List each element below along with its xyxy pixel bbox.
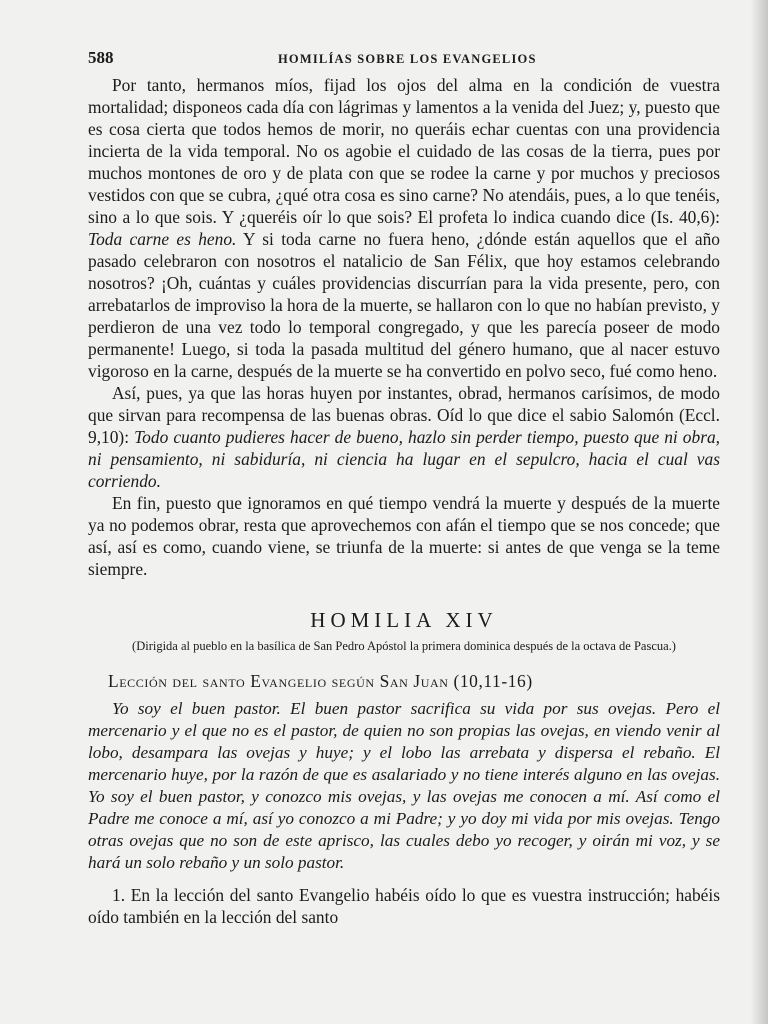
homily-body <box>88 74 720 580</box>
book-page <box>88 44 720 928</box>
running-head <box>88 44 720 74</box>
gospel-reading <box>88 698 720 874</box>
paragraph-2-text: Así, pues, ya que las horas huyen por instantes, obrad, hermanos carísimos, de modo que sirvan para recompensa de las buenas obras. Oíd lo que dice el sabio Salomón (Eccl. 9,10): <box>88 383 720 447</box>
paragraph-1-text-b: Y si toda carne no fuera heno, ¿dónde están aquellos que el año pasado celebraron con nosotros el natalicio de San Félix, que hoy estamos celebrando nosotros? ¡Oh, cuántas y cuáles providencias discurrían para la vida presente, pero, con arrebatarlos de improviso la hora de la muerte, se hallaron con lo que no habían previsto, y perdieron de una vez todo lo temporal congregado, y que les parecía poseer de modo permanente! Luego, si toda la pasada multitud del género humano, que al nacer estuvo vigoroso en la carne, después de la muerte se ha convertido en polvo seco, fué como heno. <box>88 229 720 381</box>
homily-title: HOMILIA XIV <box>310 608 498 632</box>
paragraph-1-text-a: Por tanto, hermanos míos, fijad los ojos del alma en la condición de vuestra mortalidad; disponeos cada día con lágrimas y lamentos a la venida del Juez; y, puesto que es cosa cierta que todos hemos de morir, no queráis echar cuentas con una providencia incierta de la vida temporal. No os agobie el cuidado de las cosas de la tierra, pues por muchos montones de oro y de plata con que se rodee la carne y por muchos y preciosos vestidos con que se cubra, ¿qué otra cosa es sino carne? No atendáis, pues, a lo que tenéis, sino a lo que sois. Y ¿queréis oír lo que sois? El profeta lo indica cuando dice (Is. 40,6): <box>88 75 720 227</box>
homily-note: (Dirigida al pueblo en la basílica de San Pedro Apóstol la primera dominica después de la octava de Pascua.) <box>132 639 676 653</box>
page-number: 588 <box>88 48 114 67</box>
section-1 <box>88 884 720 928</box>
running-title: HOMILÍAS SOBRE LOS EVANGELIOS <box>278 52 537 66</box>
paragraph-2 <box>88 382 720 492</box>
paragraph-1 <box>88 74 720 382</box>
section-1-text: 1. En la lección del santo Evangelio habéis oído lo que es vuestra instrucción; habéis oído también en la lección del santo <box>88 885 720 927</box>
paragraph-3: En fin, puesto que ignoramos en qué tiempo vendrá la muerte y después de la muerte ya no podemos obrar, resta que aprovechemos con afán el tiempo que se nos concede; que así, así es como, cuando viene, se triunfa de la muerte: si antes de que venga se la teme siempre. <box>88 493 720 579</box>
paragraph-1-quote: Toda carne es heno. <box>88 229 237 249</box>
lesson-heading: Lección del santo Evangelio según San Juan (10,11-16) <box>108 671 533 691</box>
paragraph-2-quote: Todo cuanto pudieres hacer de bueno, hazlo sin perder tiempo, puesto que ni obra, ni pensamiento, ni sabiduría, ni ciencia ha lugar en el sepulcro, hacia el cual vas corriendo. <box>88 427 720 491</box>
gospel-text: Yo soy el buen pastor. El buen pastor sacrifica su vida por sus ovejas. Pero el mercenario y el que no es el pastor, de quien no son propias las ovejas, en viendo venir al lobo, desampara las ovejas y huye; y el lobo las arrebata y dispersa el rebaño. El mercenario huye, por la razón de que es asalariado y no tiene interés alguno en las ovejas. Yo soy el buen pastor, y conozco mis ovejas, y las ovejas me conocen a mí. Así como el Padre me conoce a mí, así yo conozco a mi Padre; y yo doy mi vida por mis ovejas. Tengo otras ovejas que no son de este aprisco, las cuales debo yo recoger, y oirán mi voz, y se hará un solo rebaño y un solo pastor. <box>88 699 720 872</box>
page-edge-shadow <box>750 0 768 1024</box>
